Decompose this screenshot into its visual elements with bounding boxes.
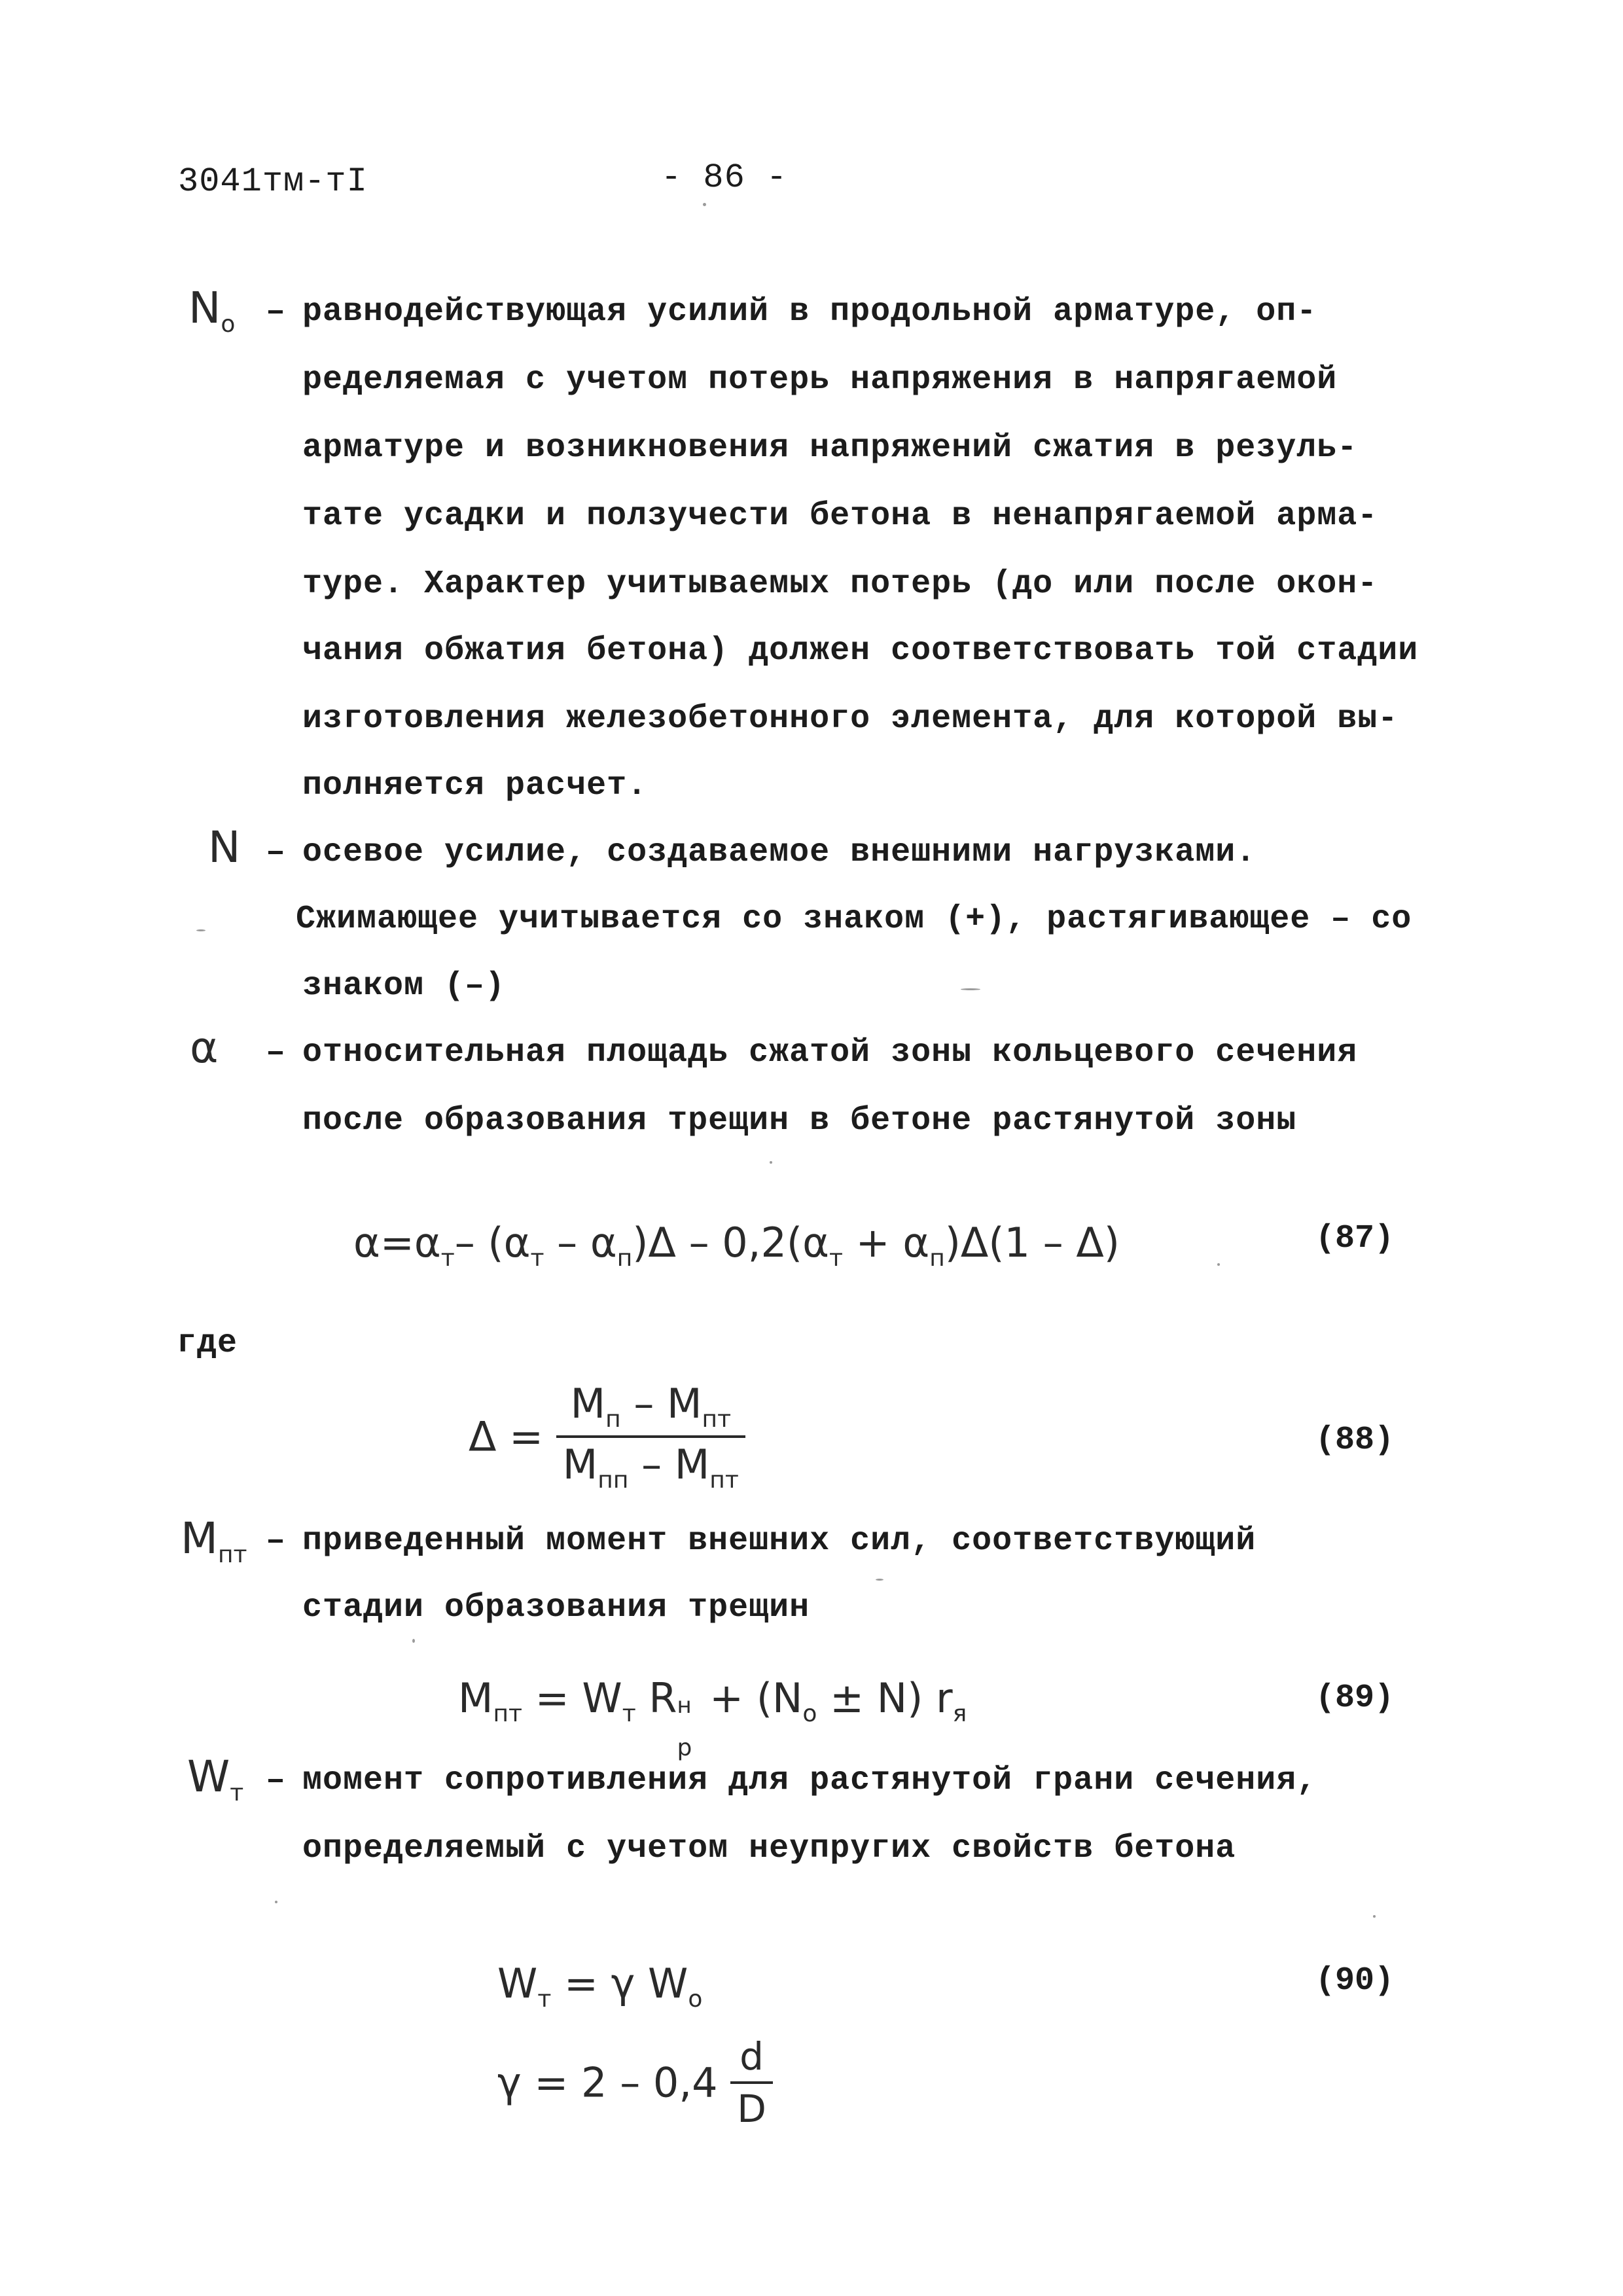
eq88-denominator: [556, 1441, 745, 1494]
equation-90-line-1: [497, 1960, 702, 2013]
eq89-r: R: [635, 1674, 677, 1722]
definition-n-line-2: Сжимающее учитывается со знаком (+), растягивающее – со: [296, 901, 1412, 938]
equation-number-89: (89): [1315, 1679, 1395, 1717]
eq88-den-a-sub: пп: [597, 1467, 629, 1494]
dash-n: –: [266, 834, 286, 871]
equation-number-87: (87): [1315, 1220, 1395, 1257]
eq87-t3-sub-a: т: [829, 1245, 843, 1272]
scan-speck: [1217, 1263, 1220, 1266]
definition-n0-line-7: изготовления железобетонного элемента, для которой вы-: [302, 700, 1399, 738]
eq89-r2-sub: я: [952, 1700, 967, 1727]
scan-speck: [703, 203, 706, 206]
definition-n-line-3: знаком (–): [302, 967, 506, 1005]
eq88-num-minus: – M: [620, 1380, 702, 1427]
definition-n0-line-3: арматуре и возникновения напряжений сжатия в резуль-: [302, 429, 1358, 467]
eq88-num-a: M: [570, 1380, 606, 1427]
dash-n0: –: [266, 293, 286, 331]
eq87-equals: =: [380, 1219, 414, 1266]
symbol-alpha: α: [190, 1022, 219, 1073]
eq88-den-a: M: [562, 1441, 598, 1488]
equation-number-88: (88): [1315, 1422, 1395, 1459]
definition-wt-line-2: определяемый с учетом неупругих свойств бетона: [302, 1830, 1236, 1867]
symbol-wt-sub: т: [230, 1780, 244, 1806]
definition-n0-line-5: туре. Характер учитываемых потерь (до или после окон-: [302, 565, 1378, 603]
definition-n0-line-4: тате усадки и ползучести бетона в ненапрягаемой арма-: [302, 497, 1378, 535]
dash-mpt: –: [266, 1522, 286, 1560]
eq87-t1: α: [414, 1219, 441, 1266]
eq90-numerator: d: [740, 2034, 764, 2079]
eq89-equals-w: = W: [522, 1674, 622, 1722]
eq88-lhs: Δ =: [469, 1412, 544, 1461]
eq90-denominator: D: [737, 2087, 766, 2131]
symbol-wt: [187, 1751, 243, 1806]
symbol-mpt-main: M: [181, 1513, 218, 1564]
definition-mpt-line-1: приведенный момент внешних сил, соответствующий: [302, 1522, 1257, 1560]
definition-n-line-1: осевое усилие, создаваемое внешними нагрузками.: [302, 834, 1257, 871]
dash-alpha: –: [266, 1034, 286, 1071]
eq87-t3-sub-b: п: [929, 1245, 945, 1272]
eq87-lhs: α: [353, 1219, 380, 1266]
definition-alpha-line-1: относительная площадь сжатой зоны кольцевого сечения: [302, 1034, 1358, 1071]
eq88-fraction: [556, 1380, 745, 1494]
definition-n0-line-6: чания обжатия бетона) должен соответствовать той стадии: [302, 632, 1419, 670]
eq90-w: W: [497, 1960, 538, 2007]
definition-n0-line-2: ределяемая с учетом потерь напряжения в напрягаемой: [302, 361, 1338, 399]
eq89-r-sub: р: [677, 1734, 692, 1761]
equation-87: [353, 1219, 1120, 1272]
symbol-n0: [188, 283, 235, 338]
eq88-den-b-sub: пт: [709, 1467, 739, 1494]
equation-89: [458, 1674, 967, 1761]
eq90-fraction: [730, 2034, 773, 2131]
eq88-numerator: [556, 1380, 745, 1433]
symbol-n: N: [208, 822, 241, 872]
dash-wt: –: [266, 1762, 286, 1799]
eq87-t2-close: )Δ – 0,2(α: [632, 1219, 829, 1266]
eq87-t2-mid: – α: [544, 1219, 617, 1266]
eq89-w-sub: т: [622, 1700, 636, 1727]
page-number: - 86 -: [661, 158, 788, 197]
equation-88: [469, 1380, 745, 1494]
scan-speck: [275, 1901, 277, 1903]
where-word: где: [177, 1325, 238, 1362]
eq89-rest: + (N: [696, 1674, 803, 1722]
eq87-t1-sub: т: [440, 1245, 455, 1272]
eq90-w0-sub: o: [688, 1986, 703, 2013]
symbol-n0-main: N: [188, 283, 221, 333]
scan-speck: [196, 929, 205, 931]
definition-wt-line-1: момент сопротивления для растянутой грани сечения,: [302, 1762, 1317, 1799]
eq87-t3-mid: + α: [842, 1219, 930, 1266]
definition-n0-line-1: равнодействующая усилий в продольной арматуре, оп-: [302, 293, 1317, 331]
eq87-t2-sub-a: т: [530, 1245, 544, 1272]
eq88-num-a-sub: п: [605, 1406, 621, 1433]
equation-90-line-2: [497, 2034, 773, 2131]
eq87-t2-sub-b: п: [616, 1245, 633, 1272]
scan-speck: [770, 1161, 772, 1164]
symbol-mpt-sub: пт: [217, 1541, 247, 1568]
definition-mpt-line-2: стадии образования трещин: [302, 1589, 810, 1626]
eq89-n-sub: o: [802, 1700, 817, 1727]
eq89-rest2: ± N) r: [817, 1674, 953, 1722]
eq88-fraction-bar: [556, 1435, 745, 1438]
definition-alpha-line-2: после образования трещин в бетоне растянутой зоны: [302, 1102, 1297, 1139]
eq89-lhs-sub: пт: [493, 1700, 523, 1727]
eq87-t2-open: – (α: [454, 1219, 531, 1266]
scan-speck: [1373, 1915, 1376, 1918]
eq87-t3-close: )Δ(1 – Δ): [944, 1219, 1120, 1266]
symbol-n0-sub: o: [221, 311, 236, 338]
eq90-gamma-expr: γ = 2 – 0,4: [497, 2058, 718, 2107]
eq89-lhs: M: [458, 1674, 493, 1722]
equation-number-90: (90): [1315, 1962, 1395, 2000]
definition-n0-line-8: полняется расчет.: [302, 767, 648, 804]
scan-speck: [876, 1579, 883, 1581]
scan-speck: [412, 1639, 415, 1643]
eq89-r-sup: н: [677, 1693, 692, 1719]
scan-speck: [961, 988, 980, 990]
eq90-gamma-w: = γ W: [551, 1960, 688, 2007]
eq88-den-minus: – M: [628, 1441, 710, 1488]
eq90-fraction-bar: [730, 2081, 773, 2084]
symbol-mpt: [181, 1513, 247, 1568]
symbol-wt-main: W: [187, 1751, 230, 1802]
eq88-num-b-sub: пт: [702, 1406, 732, 1433]
eq90-w-sub: т: [537, 1986, 552, 2013]
document-code: 3041тм-тI: [178, 162, 368, 201]
